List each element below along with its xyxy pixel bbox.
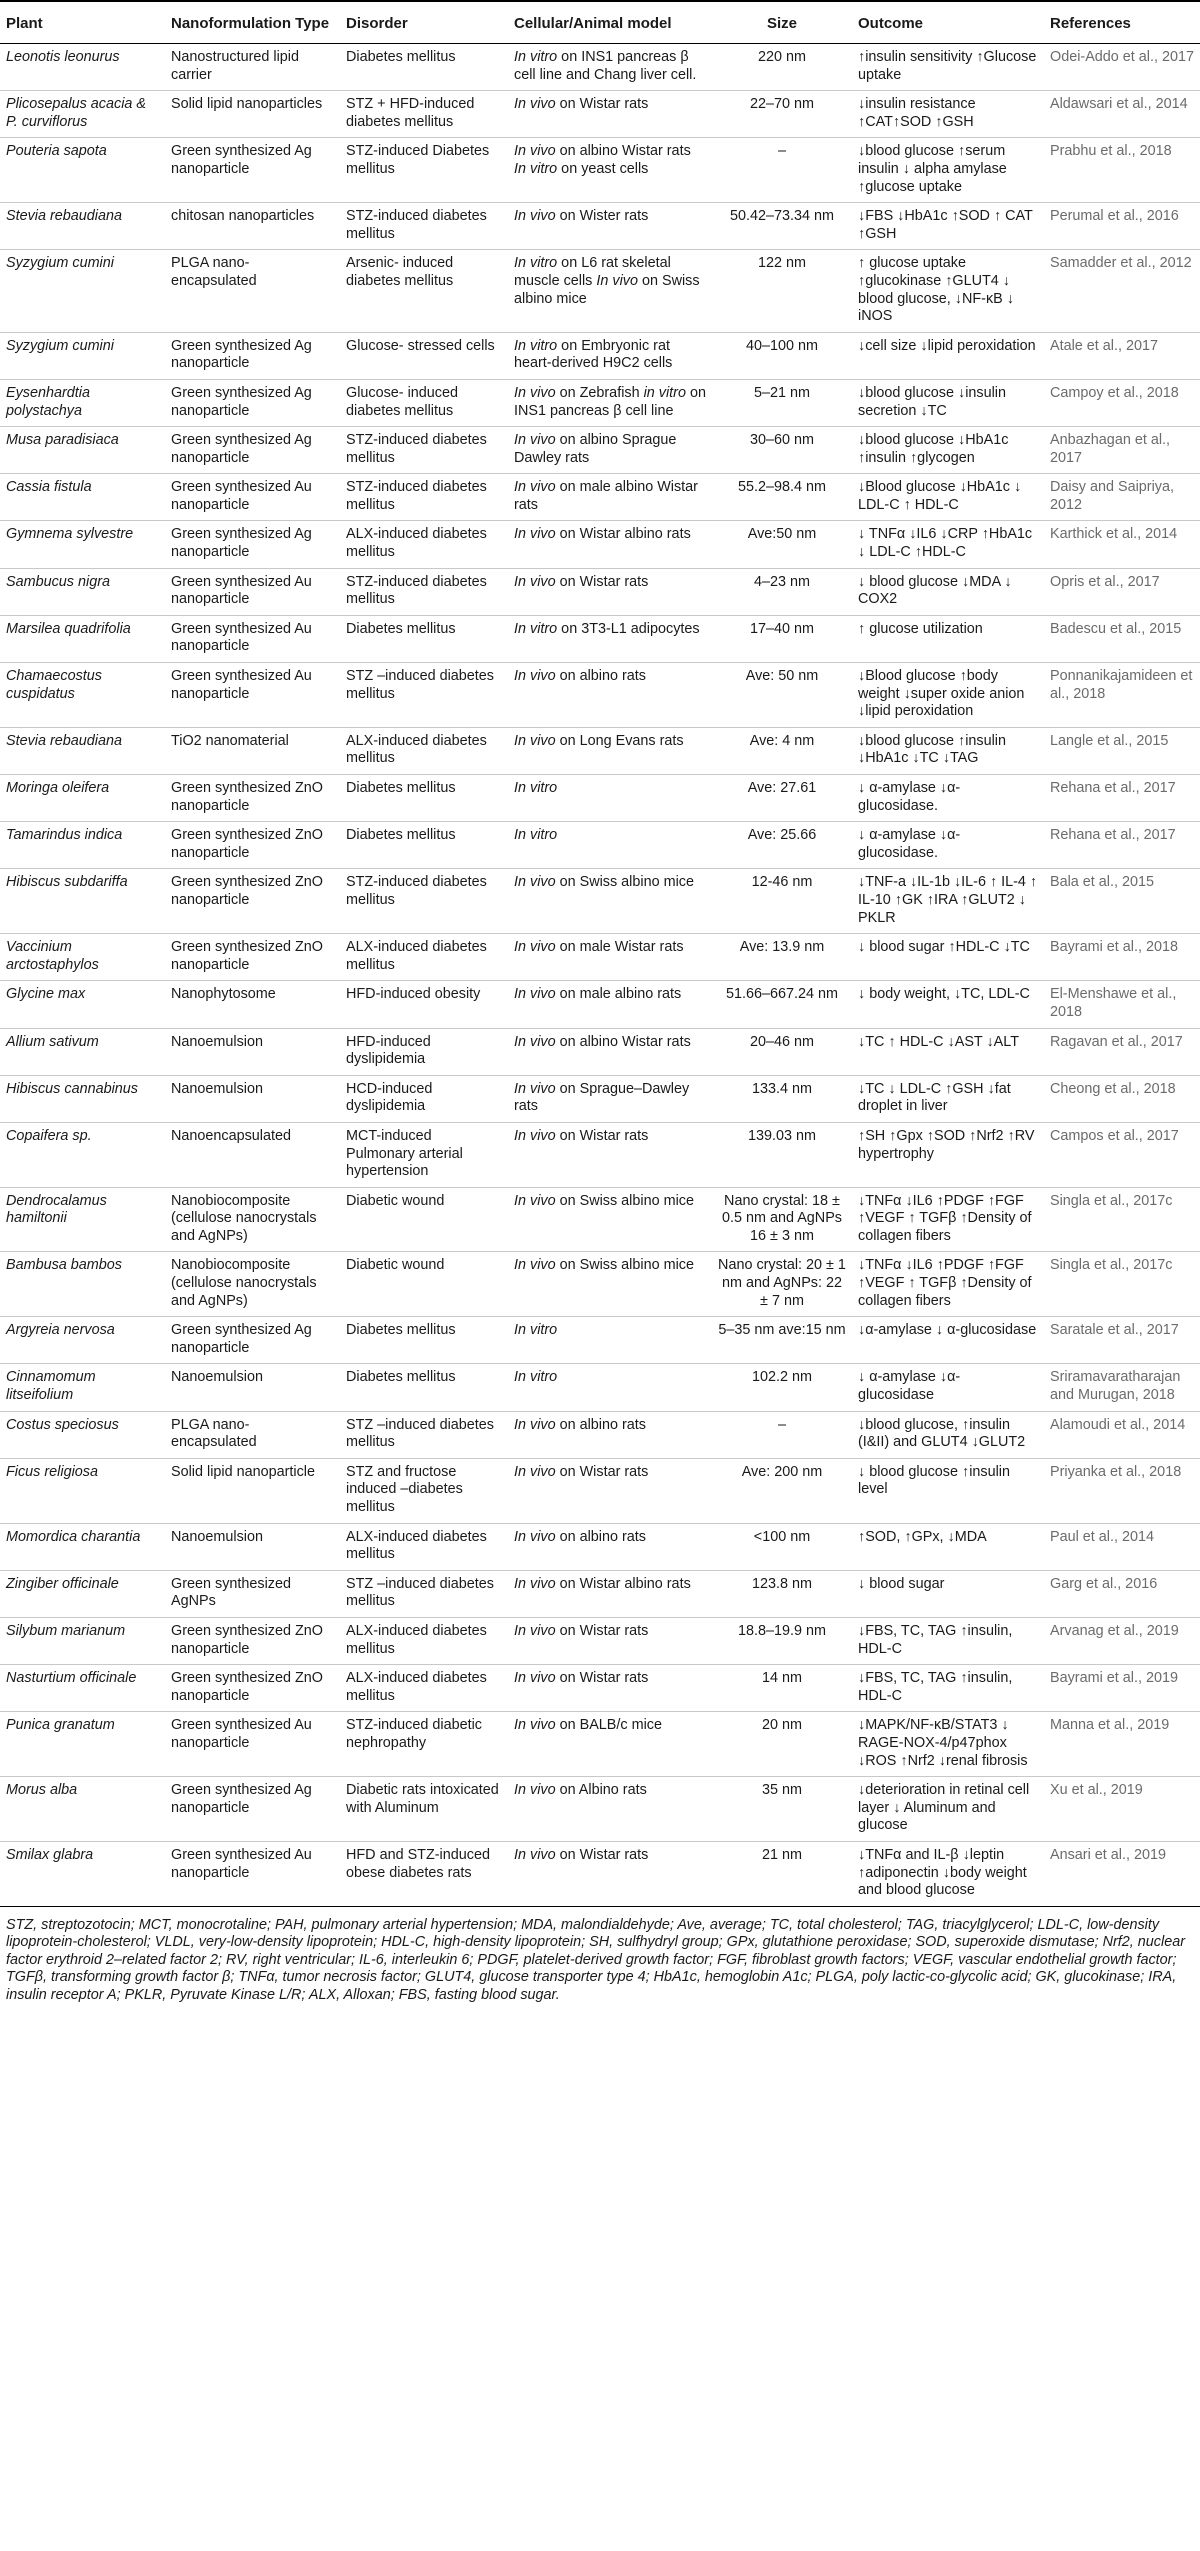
table-row (0, 427, 1200, 474)
model-cell: In vivo on albino Sprague Dawley rats (508, 427, 712, 474)
table-row (0, 1617, 1200, 1664)
table-row (0, 1665, 1200, 1712)
reference-link[interactable]: Ponnanikajamideen et al., 2018 (1044, 663, 1200, 728)
outcome-cell: ↑SOD, ↑GPx, ↓MDA (852, 1523, 1044, 1570)
outcome-cell: ↑ glucose uptake ↑glucokinase ↑GLUT4 ↓ blood glucose, ↓NF-κB ↓ iNOS (852, 250, 1044, 332)
table-row (0, 1777, 1200, 1842)
nanoformulation-type-cell: Nanostructured lipid carrier (165, 44, 340, 91)
plant-cell: Stevia rebaudiana (0, 727, 165, 774)
nanoformulation-type-cell: Nanobiocomposite (cellulose nanocrystals and AgNPs) (165, 1252, 340, 1317)
size-cell: Ave: 50 nm (712, 663, 852, 728)
model-cell: In vivo on Wister rats (508, 203, 712, 250)
plant-cell: Momordica charantia (0, 1523, 165, 1570)
plant-cell: Copaifera sp. (0, 1122, 165, 1187)
outcome-cell: ↓ body weight, ↓TC, LDL-C (852, 981, 1044, 1028)
disorder-cell: Diabetes mellitus (340, 822, 508, 869)
disorder-cell: STZ-induced diabetes mellitus (340, 568, 508, 615)
model-cell: In vivo on albino Wistar rats In vitro on yeast cells (508, 138, 712, 203)
table-row (0, 1458, 1200, 1523)
size-cell: Ave: 27.61 (712, 775, 852, 822)
reference-link[interactable]: Daisy and Saipriya, 2012 (1044, 474, 1200, 521)
table-row (0, 44, 1200, 91)
size-cell: 12-46 nm (712, 869, 852, 934)
nanoformulation-type-cell: PLGA nano-encapsulated (165, 250, 340, 332)
size-cell: Ave: 13.9 nm (712, 934, 852, 981)
model-cell: In vivo on Wistar rats (508, 91, 712, 138)
size-cell: 220 nm (712, 44, 852, 91)
table-row (0, 138, 1200, 203)
outcome-cell: ↓TNFα ↓IL6 ↑PDGF ↑FGF ↑VEGF ↑ TGFβ ↑Density of collagen fibers (852, 1252, 1044, 1317)
reference-link[interactable]: Bala et al., 2015 (1044, 869, 1200, 934)
reference-link[interactable]: Singla et al., 2017c (1044, 1187, 1200, 1252)
disorder-cell: ALX-induced diabetes mellitus (340, 1617, 508, 1664)
size-cell: Ave: 25.66 (712, 822, 852, 869)
size-cell: 51.66–667.24 nm (712, 981, 852, 1028)
table-body (0, 44, 1200, 1907)
outcome-cell: ↓deterioration in retinal cell layer ↓ Aluminum and glucose (852, 1777, 1044, 1842)
nanoformulation-type-cell: Green synthesized Au nanoparticle (165, 474, 340, 521)
table-row (0, 1364, 1200, 1411)
outcome-cell: ↑ glucose utilization (852, 615, 1044, 662)
model-cell: In vivo on Swiss albino mice (508, 1252, 712, 1317)
table-row (0, 379, 1200, 426)
table-row (0, 1028, 1200, 1075)
size-cell: 102.2 nm (712, 1364, 852, 1411)
size-cell: 22–70 nm (712, 91, 852, 138)
reference-link[interactable]: Perumal et al., 2016 (1044, 203, 1200, 250)
plant-cell: Leonotis leonurus (0, 44, 165, 91)
nanoformulation-type-cell: Green synthesized Ag nanoparticle (165, 427, 340, 474)
nanoformulation-type-cell: Solid lipid nanoparticles (165, 91, 340, 138)
plant-cell: Stevia rebaudiana (0, 203, 165, 250)
nanoformulation-type-cell: Nanobiocomposite (cellulose nanocrystals and AgNPs) (165, 1187, 340, 1252)
nanoformulation-type-cell: Green synthesized AgNPs (165, 1570, 340, 1617)
plant-cell: Vaccinium arctostaphylos (0, 934, 165, 981)
outcome-cell: ↓MAPK/NF-κB/STAT3 ↓ RAGE-NOX-4/p47phox ↓ROS ↑Nrf2 ↓renal fibrosis (852, 1712, 1044, 1777)
disorder-cell: STZ-induced diabetes mellitus (340, 427, 508, 474)
disorder-cell: STZ-induced diabetes mellitus (340, 203, 508, 250)
outcome-cell: ↓ blood glucose ↑insulin level (852, 1458, 1044, 1523)
nanoformulation-type-cell: TiO2 nanomaterial (165, 727, 340, 774)
plant-cell: Chamaecostus cuspidatus (0, 663, 165, 728)
reference-link[interactable]: Alamoudi et al., 2014 (1044, 1411, 1200, 1458)
reference-link[interactable]: Ragavan et al., 2017 (1044, 1028, 1200, 1075)
outcome-cell: ↓ α-amylase ↓α-glucosidase. (852, 822, 1044, 869)
reference-link[interactable]: Karthick et al., 2014 (1044, 521, 1200, 568)
plant-cell: Nasturtium officinale (0, 1665, 165, 1712)
outcome-cell: ↓α-amylase ↓ α-glucosidase (852, 1317, 1044, 1364)
model-cell: In vitro on L6 rat skeletal muscle cells In vivo on Swiss albino mice (508, 250, 712, 332)
table-row (0, 822, 1200, 869)
reference-link[interactable]: El-Menshawe et al., 2018 (1044, 981, 1200, 1028)
size-cell: 35 nm (712, 1777, 852, 1842)
table-row (0, 1075, 1200, 1122)
table-row (0, 474, 1200, 521)
size-cell: 20 nm (712, 1712, 852, 1777)
disorder-cell: Glucose- stressed cells (340, 332, 508, 379)
disorder-cell: STZ and fructose induced –diabetes mellitus (340, 1458, 508, 1523)
reference-link[interactable]: Langle et al., 2015 (1044, 727, 1200, 774)
outcome-cell: ↓ TNFα ↓IL6 ↓CRP ↑HbA1c ↓ LDL-C ↑HDL-C (852, 521, 1044, 568)
reference-link[interactable]: Saratale et al., 2017 (1044, 1317, 1200, 1364)
nanoformulation-type-cell: Green synthesized Au nanoparticle (165, 1841, 340, 1906)
nanoformulation-type-cell: Green synthesized ZnO nanoparticle (165, 822, 340, 869)
model-cell: In vivo on Sprague–Dawley rats (508, 1075, 712, 1122)
size-cell: 123.8 nm (712, 1570, 852, 1617)
plant-cell: Musa paradisiaca (0, 427, 165, 474)
header-outcome: Outcome (852, 1, 1044, 44)
size-cell: 17–40 nm (712, 615, 852, 662)
plant-cell: Hibiscus subdariffa (0, 869, 165, 934)
nanoformulation-type-cell: Nanoemulsion (165, 1028, 340, 1075)
nanoformulation-type-cell: Nanoemulsion (165, 1364, 340, 1411)
reference-link[interactable]: Singla et al., 2017c (1044, 1252, 1200, 1317)
disorder-cell: STZ-induced diabetes mellitus (340, 474, 508, 521)
disorder-cell: Diabetic rats intoxicated with Aluminum (340, 1777, 508, 1842)
disorder-cell: ALX-induced diabetes mellitus (340, 727, 508, 774)
disorder-cell: STZ + HFD-induced diabetes mellitus (340, 91, 508, 138)
plant-cell: Ficus religiosa (0, 1458, 165, 1523)
reference-link[interactable]: Badescu et al., 2015 (1044, 615, 1200, 662)
plant-cell: Bambusa bambos (0, 1252, 165, 1317)
reference-link[interactable]: Manna et al., 2019 (1044, 1712, 1200, 1777)
model-cell: In vitro (508, 1364, 712, 1411)
plant-cell: Pouteria sapota (0, 138, 165, 203)
table-row (0, 1187, 1200, 1252)
reference-link[interactable]: Prabhu et al., 2018 (1044, 138, 1200, 203)
header-plant: Plant (0, 1, 165, 44)
header-nanoformulation-type: Nanoformulation Type (165, 1, 340, 44)
plant-cell: Cassia fistula (0, 474, 165, 521)
disorder-cell: Diabetic wound (340, 1187, 508, 1252)
table-row (0, 521, 1200, 568)
model-cell: In vivo on Wistar albino rats (508, 1570, 712, 1617)
model-cell: In vitro on Embryonic rat heart-derived H9C2 cells (508, 332, 712, 379)
reference-link[interactable]: Priyanka et al., 2018 (1044, 1458, 1200, 1523)
model-cell: In vivo on male albino rats (508, 981, 712, 1028)
nanoformulation-type-cell: Nanoemulsion (165, 1523, 340, 1570)
disorder-cell: HFD-induced dyslipidemia (340, 1028, 508, 1075)
model-cell: In vitro (508, 1317, 712, 1364)
reference-link[interactable]: Rehana et al., 2017 (1044, 775, 1200, 822)
disorder-cell: STZ-induced diabetes mellitus (340, 869, 508, 934)
header-model: Cellular/Animal model (508, 1, 712, 44)
plant-cell: Smilax glabra (0, 1841, 165, 1906)
table-row (0, 775, 1200, 822)
table-row (0, 203, 1200, 250)
nanoformulation-type-cell: Green synthesized ZnO nanoparticle (165, 1617, 340, 1664)
plant-cell: Eysenhardtia polystachya (0, 379, 165, 426)
nanoformulation-type-cell: Green synthesized Ag nanoparticle (165, 521, 340, 568)
plant-cell: Tamarindus indica (0, 822, 165, 869)
header-disorder: Disorder (340, 1, 508, 44)
table-row (0, 1570, 1200, 1617)
outcome-cell: ↓insulin resistance ↑CAT↑SOD ↑GSH (852, 91, 1044, 138)
nanoformulation-type-cell: Green synthesized Au nanoparticle (165, 1712, 340, 1777)
reference-link[interactable]: Arvanag et al., 2019 (1044, 1617, 1200, 1664)
nanoformulation-type-cell: PLGA nano-encapsulated (165, 1411, 340, 1458)
size-cell: 40–100 nm (712, 332, 852, 379)
table-row (0, 1411, 1200, 1458)
outcome-cell: ↓FBS, TC, TAG ↑insulin, HDL-C (852, 1617, 1044, 1664)
table-row (0, 1712, 1200, 1777)
reference-link[interactable]: Paul et al., 2014 (1044, 1523, 1200, 1570)
reference-link[interactable]: Aldawsari et al., 2014 (1044, 91, 1200, 138)
nanoformulation-type-cell: Nanophytosome (165, 981, 340, 1028)
model-cell: In vivo on male albino Wistar rats (508, 474, 712, 521)
size-cell: Nano crystal: 18 ± 0.5 nm and AgNPs 16 ± 3 nm (712, 1187, 852, 1252)
model-cell: In vitro on INS1 pancreas β cell line and Chang liver cell. (508, 44, 712, 91)
size-cell: 55.2–98.4 nm (712, 474, 852, 521)
plant-cell: Syzygium cumini (0, 250, 165, 332)
outcome-cell: ↓FBS, TC, TAG ↑insulin, HDL-C (852, 1665, 1044, 1712)
plant-cell: Hibiscus cannabinus (0, 1075, 165, 1122)
model-cell: In vivo on Wistar rats (508, 568, 712, 615)
reference-link[interactable]: Odei-Addo et al., 2017 (1044, 44, 1200, 91)
outcome-cell: ↓Blood glucose ↓HbA1c ↓ LDL-C ↑ HDL-C (852, 474, 1044, 521)
model-cell: In vitro (508, 822, 712, 869)
disorder-cell: Diabetic wound (340, 1252, 508, 1317)
plant-cell: Allium sativum (0, 1028, 165, 1075)
plant-cell: Dendrocalamus hamiltonii (0, 1187, 165, 1252)
disorder-cell: STZ-induced Diabetes mellitus (340, 138, 508, 203)
size-cell: 122 nm (712, 250, 852, 332)
outcome-cell: ↓Blood glucose ↑body weight ↓super oxide anion ↓lipid peroxidation (852, 663, 1044, 728)
table-row (0, 1841, 1200, 1906)
disorder-cell: STZ-induced diabetic nephropathy (340, 1712, 508, 1777)
reference-link[interactable]: Bayrami et al., 2018 (1044, 934, 1200, 981)
plant-cell: Glycine max (0, 981, 165, 1028)
outcome-cell: ↓blood glucose ↑serum insulin ↓ alpha amylase ↑glucose uptake (852, 138, 1044, 203)
size-cell: 5–35 nm ave:15 nm (712, 1317, 852, 1364)
nanoformulation-type-cell: Green synthesized Au nanoparticle (165, 568, 340, 615)
disorder-cell: Diabetes mellitus (340, 1317, 508, 1364)
header-size: Size (712, 1, 852, 44)
model-cell: In vivo on albino rats (508, 1411, 712, 1458)
size-cell: Ave:50 nm (712, 521, 852, 568)
outcome-cell: ↑insulin sensitivity ↑Glucose uptake (852, 44, 1044, 91)
plant-cell: Marsilea quadrifolia (0, 615, 165, 662)
outcome-cell: ↓ α-amylase ↓α- glucosidase (852, 1364, 1044, 1411)
size-cell: Ave: 200 nm (712, 1458, 852, 1523)
nanoformulation-type-cell: Green synthesized Ag nanoparticle (165, 332, 340, 379)
model-cell: In vivo on Wistar albino rats (508, 521, 712, 568)
nanoformulation-type-cell: Green synthesized Au nanoparticle (165, 663, 340, 728)
reference-link[interactable]: Cheong et al., 2018 (1044, 1075, 1200, 1122)
disorder-cell: ALX-induced diabetes mellitus (340, 1665, 508, 1712)
outcome-cell: ↓ blood glucose ↓MDA ↓ COX2 (852, 568, 1044, 615)
table-row (0, 615, 1200, 662)
table-row (0, 727, 1200, 774)
model-cell: In vivo on Wistar rats (508, 1458, 712, 1523)
disorder-cell: ALX-induced diabetes mellitus (340, 934, 508, 981)
table-row (0, 568, 1200, 615)
model-cell: In vivo on BALB/c mice (508, 1712, 712, 1777)
nanoformulation-type-cell: Green synthesized Ag nanoparticle (165, 1777, 340, 1842)
nanoformulation-type-cell: Green synthesized Ag nanoparticle (165, 1317, 340, 1364)
size-cell: 50.42–73.34 nm (712, 203, 852, 250)
nanoformulation-type-cell: Green synthesized ZnO nanoparticle (165, 1665, 340, 1712)
model-cell: In vivo on Swiss albino mice (508, 1187, 712, 1252)
reference-link[interactable]: Bayrami et al., 2019 (1044, 1665, 1200, 1712)
size-cell: – (712, 1411, 852, 1458)
outcome-cell: ↓blood glucose ↓insulin secretion ↓TC (852, 379, 1044, 426)
size-cell: Nano crystal: 20 ± 1 nm and AgNPs: 22 ± 7 nm (712, 1252, 852, 1317)
plant-cell: Syzygium cumini (0, 332, 165, 379)
disorder-cell: Arsenic- induced diabetes mellitus (340, 250, 508, 332)
reference-link[interactable]: Campoy et al., 2018 (1044, 379, 1200, 426)
nanoformulation-type-cell: Nanoencapsulated (165, 1122, 340, 1187)
outcome-cell: ↓TC ↑ HDL-C ↓AST ↓ALT (852, 1028, 1044, 1075)
nanoformulation-type-cell: chitosan nanoparticles (165, 203, 340, 250)
plant-cell: Punica granatum (0, 1712, 165, 1777)
model-cell: In vitro (508, 775, 712, 822)
outcome-cell: ↓ blood sugar (852, 1570, 1044, 1617)
outcome-cell: ↓blood glucose ↓HbA1c ↑insulin ↑glycogen (852, 427, 1044, 474)
disorder-cell: HFD-induced obesity (340, 981, 508, 1028)
model-cell: In vivo on male Wistar rats (508, 934, 712, 981)
nanoformulation-type-cell: Green synthesized ZnO nanoparticle (165, 869, 340, 934)
disorder-cell: ALX-induced diabetes mellitus (340, 521, 508, 568)
reference-link[interactable]: Opris et al., 2017 (1044, 568, 1200, 615)
outcome-cell: ↓ α-amylase ↓α-glucosidase. (852, 775, 1044, 822)
size-cell: 20–46 nm (712, 1028, 852, 1075)
reference-link[interactable]: Ansari et al., 2019 (1044, 1841, 1200, 1906)
plant-cell: Zingiber officinale (0, 1570, 165, 1617)
model-cell: In vivo on Albino rats (508, 1777, 712, 1842)
outcome-cell: ↓TNFα ↓IL6 ↑PDGF ↑FGF ↑VEGF ↑ TGFβ ↑Density of collagen fibers (852, 1187, 1044, 1252)
table-row (0, 1523, 1200, 1570)
nanoformulation-type-cell: Nanoemulsion (165, 1075, 340, 1122)
reference-link[interactable]: Anbazhagan et al., 2017 (1044, 427, 1200, 474)
size-cell: 133.4 nm (712, 1075, 852, 1122)
size-cell: 4–23 nm (712, 568, 852, 615)
plant-cell: Morus alba (0, 1777, 165, 1842)
reference-link[interactable]: Samadder et al., 2012 (1044, 250, 1200, 332)
plant-cell: Gymnema sylvestre (0, 521, 165, 568)
table-row (0, 1317, 1200, 1364)
model-cell: In vivo on Swiss albino mice (508, 869, 712, 934)
disorder-cell: Glucose- induced diabetes mellitus (340, 379, 508, 426)
reference-link[interactable]: Rehana et al., 2017 (1044, 822, 1200, 869)
disorder-cell: Diabetes mellitus (340, 44, 508, 91)
table-footnote: STZ, streptozotocin; MCT, monocrotaline; PAH, pulmonary arterial hypertension; MDA, malondialdehyde; Ave, average; TC, total cholesterol; TAG, triacylglycerol; LDL-C, low-density lipoprotein-cholesterol; VLDL, very-low-density lipoprotein; HDL-C, high-density lipoprotein; SH, sulfhydryl group; GPx, glutathione peroxidase; SOD, superoxide dismutase; Nrf2, nuclear factor erythroid 2–related factor 2; RV, right ventricular; IL-6, interleukin 6; PDGF, platelet-derived growth factor; FGF, fibroblast growth factors; VEGF, vascular endothelial growth factor; TGFβ, transforming growth factor β; TNFα, tumor necrosis factor; GLUT4, glucose transporter type 4; HbA1c, hemoglobin A1c; PLGA, poly lactic-co-glycolic acid; GK, glucokinase; IRA, insulin receptor A; PKLR, Pyruvate Kinase L/R; ALX, Alloxan; FBS, fasting blood sugar. (6, 1916, 1185, 2004)
model-cell: In vivo on Long Evans rats (508, 727, 712, 774)
table-row (0, 91, 1200, 138)
disorder-cell: MCT-induced Pulmonary arterial hypertension (340, 1122, 508, 1187)
disorder-cell: ALX-induced diabetes mellitus (340, 1523, 508, 1570)
model-cell: In vivo on Zebrafish in vitro on INS1 pancreas β cell line (508, 379, 712, 426)
plant-cell: Cinnamomum litseifolium (0, 1364, 165, 1411)
outcome-cell: ↓blood glucose, ↑insulin (I&II) and GLUT4 ↓GLUT2 (852, 1411, 1044, 1458)
size-cell: <100 nm (712, 1523, 852, 1570)
disorder-cell: HFD and STZ-induced obese diabetes rats (340, 1841, 508, 1906)
size-cell: 18.8–19.9 nm (712, 1617, 852, 1664)
reference-link[interactable]: Campos et al., 2017 (1044, 1122, 1200, 1187)
disorder-cell: STZ –induced diabetes mellitus (340, 663, 508, 728)
outcome-cell: ↑SH ↑Gpx ↑SOD ↑Nrf2 ↑RV hypertrophy (852, 1122, 1044, 1187)
size-cell: 21 nm (712, 1841, 852, 1906)
size-cell: – (712, 138, 852, 203)
model-cell: In vivo on Wistar rats (508, 1617, 712, 1664)
plant-cell: Argyreia nervosa (0, 1317, 165, 1364)
outcome-cell: ↓TNFα and IL-β ↓leptin ↑adiponectin ↓body weight and blood glucose (852, 1841, 1044, 1906)
plant-cell: Costus speciosus (0, 1411, 165, 1458)
outcome-cell: ↓ blood sugar ↑HDL-C ↓TC (852, 934, 1044, 981)
outcome-cell: ↓TC ↓ LDL-C ↑GSH ↓fat droplet in liver (852, 1075, 1044, 1122)
table-header-row (0, 1, 1200, 44)
table-row (0, 1122, 1200, 1187)
model-cell: In vivo on albino rats (508, 1523, 712, 1570)
table-row (0, 869, 1200, 934)
table-row (0, 981, 1200, 1028)
table-row (0, 332, 1200, 379)
model-cell: In vitro on 3T3-L1 adipocytes (508, 615, 712, 662)
reference-link[interactable]: Atale et al., 2017 (1044, 332, 1200, 379)
nanoformulation-type-cell: Green synthesized Ag nanoparticle (165, 379, 340, 426)
model-cell: In vivo on Wistar rats (508, 1841, 712, 1906)
table-row (0, 1252, 1200, 1317)
nanoformulation-type-cell: Green synthesized ZnO nanoparticle (165, 775, 340, 822)
nanoformulation-type-cell: Green synthesized ZnO nanoparticle (165, 934, 340, 981)
nanoformulation-type-cell: Green synthesized Au nanoparticle (165, 615, 340, 662)
plant-cell: Sambucus nigra (0, 568, 165, 615)
disorder-cell: Diabetes mellitus (340, 1364, 508, 1411)
header-references: References (1044, 1, 1200, 44)
model-cell: In vivo on albino Wistar rats (508, 1028, 712, 1075)
size-cell: 139.03 nm (712, 1122, 852, 1187)
size-cell: 30–60 nm (712, 427, 852, 474)
size-cell: 5–21 nm (712, 379, 852, 426)
model-cell: In vivo on Wistar rats (508, 1665, 712, 1712)
outcome-cell: ↓FBS ↓HbA1c ↑SOD ↑ CAT ↑GSH (852, 203, 1044, 250)
plant-cell: Moringa oleifera (0, 775, 165, 822)
disorder-cell: Diabetes mellitus (340, 615, 508, 662)
disorder-cell: STZ –induced diabetes mellitus (340, 1570, 508, 1617)
outcome-cell: ↓TNF-a ↓IL-1b ↓IL-6 ↑ IL-4 ↑ IL-10 ↑GK ↑IRA ↑GLUT2 ↓ PKLR (852, 869, 1044, 934)
reference-link[interactable]: Garg et al., 2016 (1044, 1570, 1200, 1617)
table-row (0, 250, 1200, 332)
disorder-cell: HCD-induced dyslipidemia (340, 1075, 508, 1122)
disorder-cell: STZ –induced diabetes mellitus (340, 1411, 508, 1458)
table-row (0, 663, 1200, 728)
size-cell: 14 nm (712, 1665, 852, 1712)
disorder-cell: Diabetes mellitus (340, 775, 508, 822)
model-cell: In vivo on Wistar rats (508, 1122, 712, 1187)
model-cell: In vivo on albino rats (508, 663, 712, 728)
plant-cell: Silybum marianum (0, 1617, 165, 1664)
reference-link[interactable]: Sriramavaratharajan and Murugan, 2018 (1044, 1364, 1200, 1411)
nanoformulation-type-cell: Green synthesized Ag nanoparticle (165, 138, 340, 203)
size-cell: Ave: 4 nm (712, 727, 852, 774)
outcome-cell: ↓cell size ↓lipid peroxidation (852, 332, 1044, 379)
table-row (0, 934, 1200, 981)
plant-cell: Plicosepalus acacia & P. curviflorus (0, 91, 165, 138)
reference-link[interactable]: Xu et al., 2019 (1044, 1777, 1200, 1842)
nanoformulation-type-cell: Solid lipid nanoparticle (165, 1458, 340, 1523)
outcome-cell: ↓blood glucose ↑insulin ↓HbA1c ↓TC ↓TAG (852, 727, 1044, 774)
